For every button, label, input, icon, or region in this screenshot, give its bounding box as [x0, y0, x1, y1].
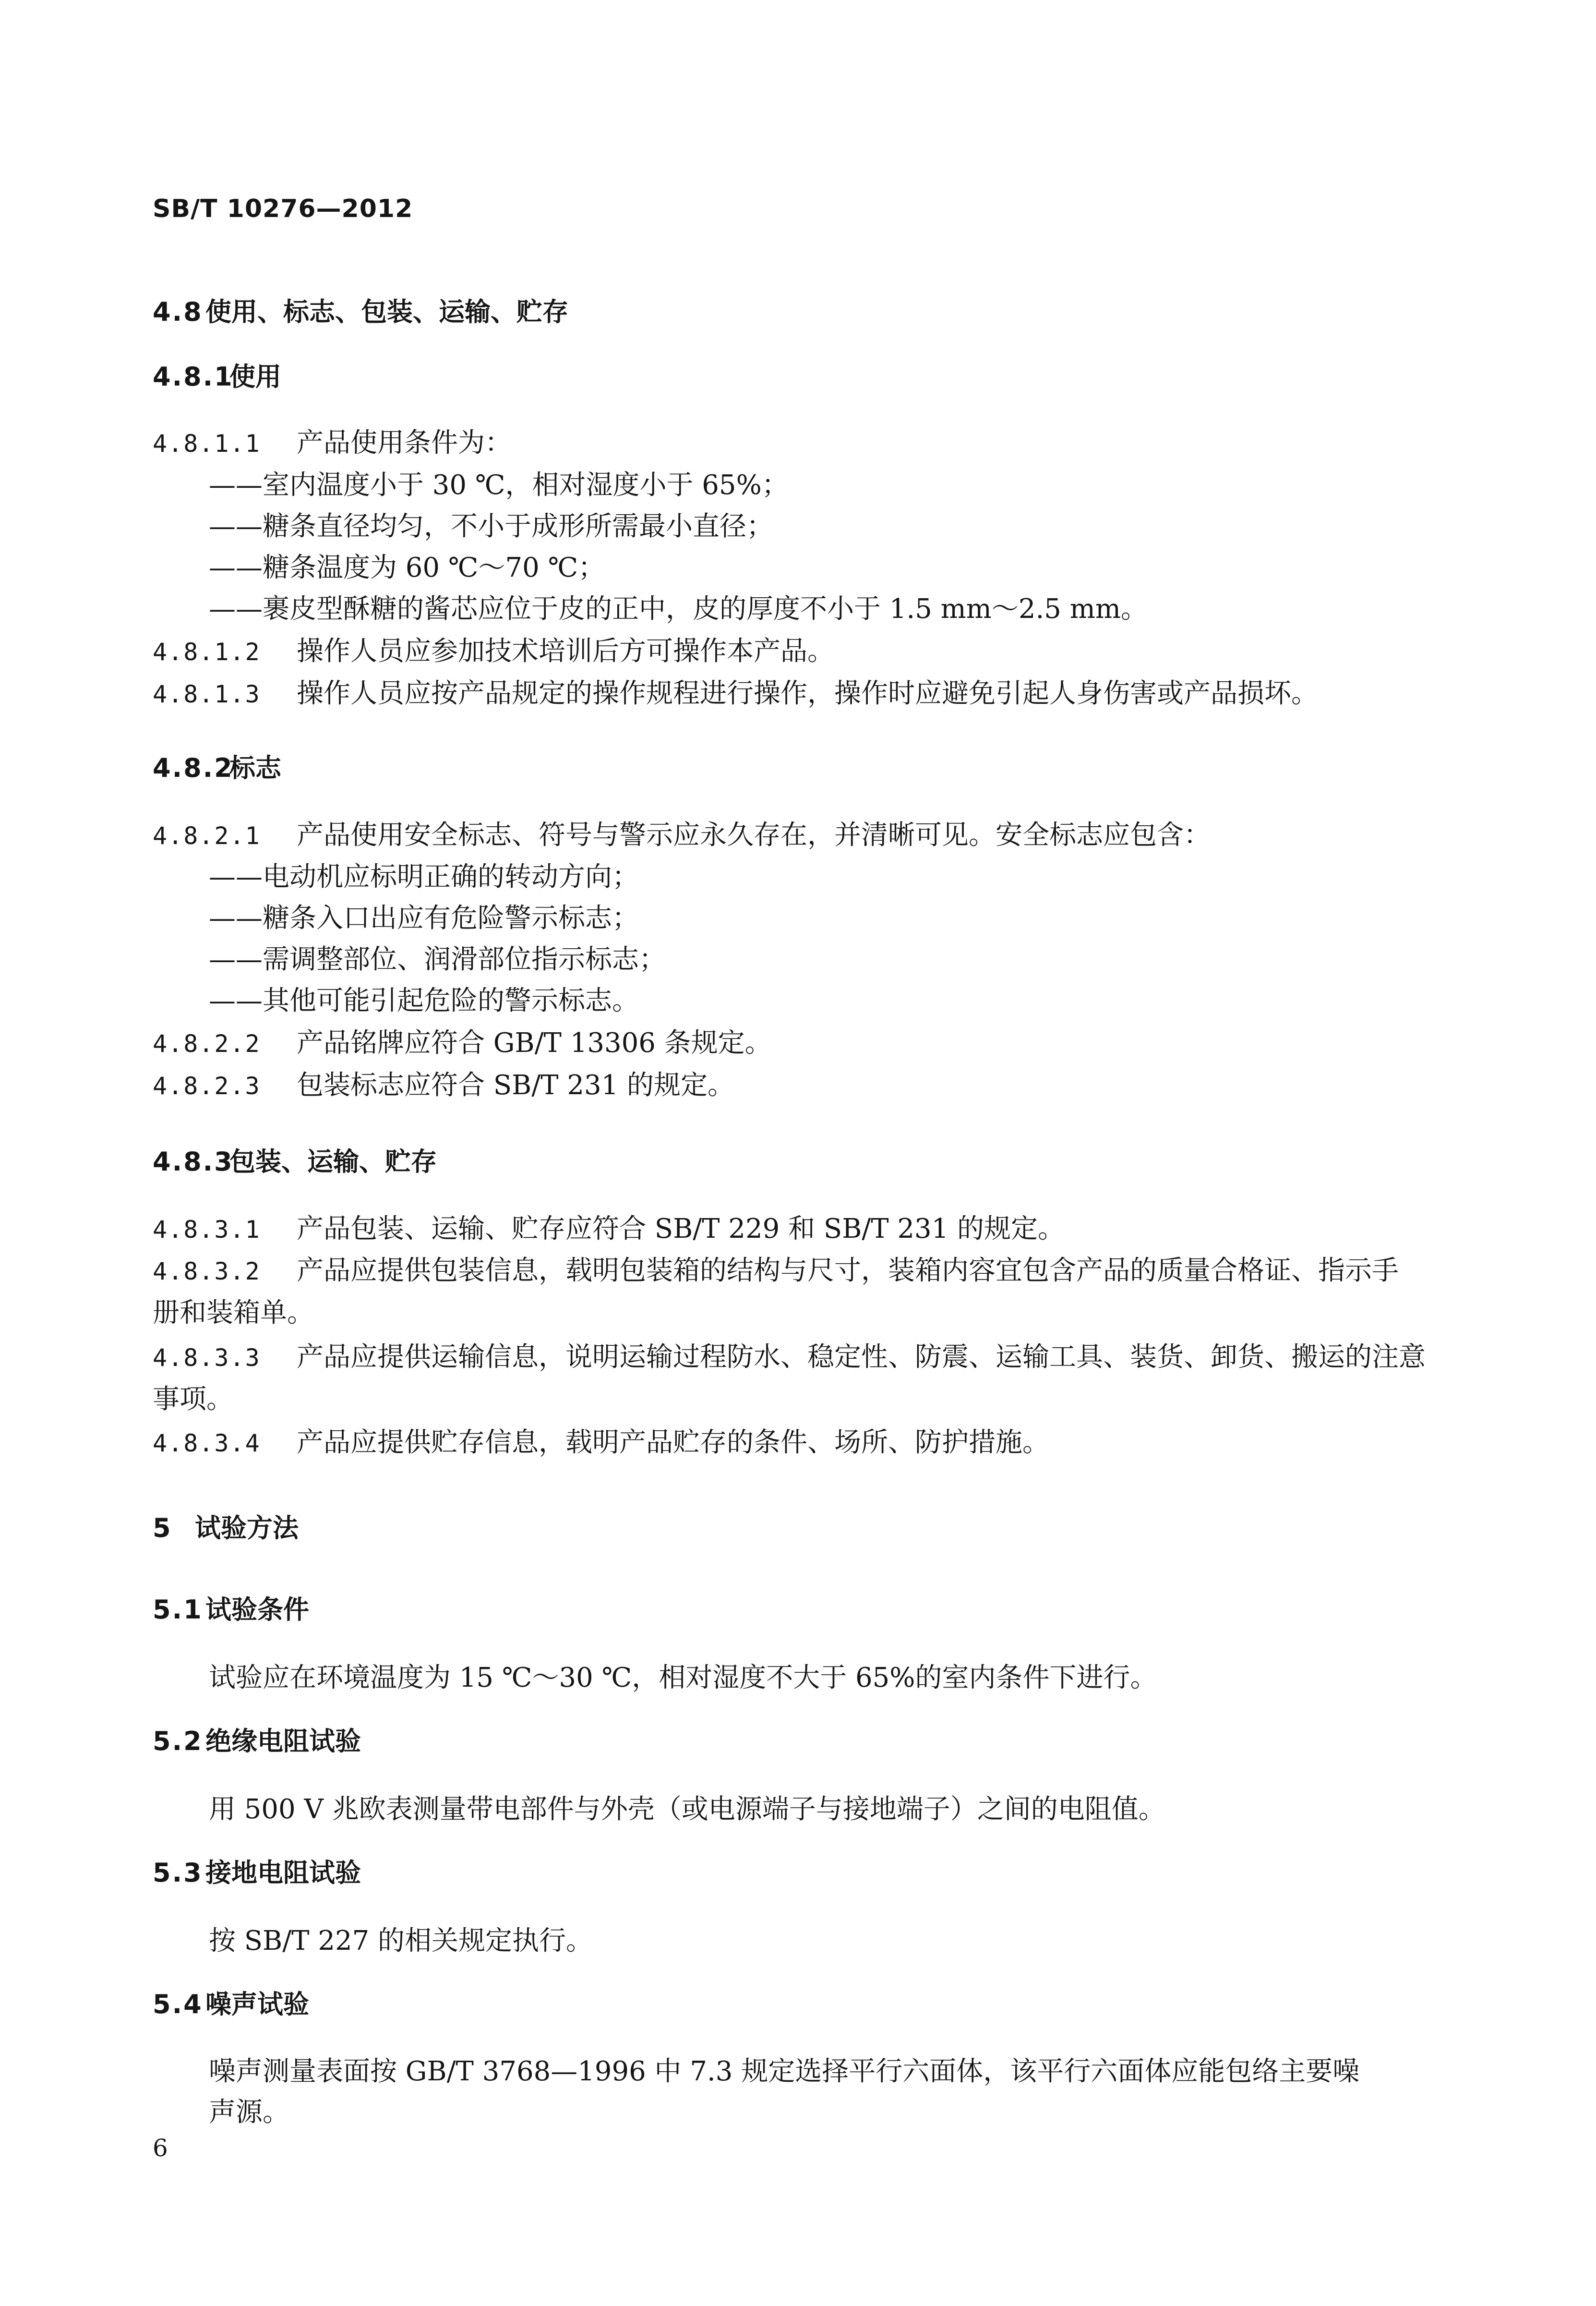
standard-number: SB/T 10276—2012	[153, 194, 413, 223]
section-5-3-text: 按 SB/T 227 的相关规定执行。	[209, 1925, 593, 1956]
clause-4-8-3-2: 4.8.3.2 产品应提供包装信息，载明包装箱的结构与尺寸，装箱内容宜包含产品的质量合格证、指示手	[153, 1255, 1399, 1286]
section-5-1-heading: 5.1试验条件	[153, 1594, 309, 1625]
page-number: 6	[153, 2134, 168, 2162]
section-5-2-text: 用 500 V 兆欧表测量带电部件与外壳（或电源端子与接地端子）之间的电阻值。	[209, 1794, 1165, 1825]
clause-4-8-3-4: 4.8.3.4 产品应提供贮存信息，载明产品贮存的条件、场所、防护措施。	[153, 1427, 1049, 1458]
list-item: ——糖条入口出应有危险警示标志；	[209, 903, 639, 934]
clause-4-8-2-3: 4.8.2.3 包装标志应符合 SB/T 231 的规定。	[153, 1070, 735, 1101]
clause-4-8-3-2-continued: 册和装箱单。	[153, 1297, 314, 1328]
section-5-3-heading: 5.3接地电阻试验	[153, 1858, 361, 1888]
section-5-1-text: 试验应在环境温度为 15 ℃～30 ℃，相对湿度不大于 65%的室内条件下进行。	[209, 1662, 1157, 1693]
section-4-8-2-heading: 4.8.2标志	[153, 753, 281, 783]
list-item: ——室内温度小于 30 ℃，相对湿度小于 65%；	[209, 470, 789, 501]
list-item: ——电动机应标明正确的转动方向；	[209, 861, 639, 893]
list-item: ——糖条直径均匀，不小于成形所需最小直径；	[209, 511, 773, 542]
section-5-heading: 5 试验方法	[153, 1513, 299, 1543]
section-4-8-1-heading: 4.8.1使用	[153, 362, 281, 392]
clause-4-8-1-2: 4.8.1.2 操作人员应参加技术培训后方可操作本产品。	[153, 636, 834, 667]
section-5-2-heading: 5.2绝缘电阻试验	[153, 1726, 361, 1756]
clause-4-8-3-3: 4.8.3.3 产品应提供运输信息，说明运输过程防水、稳定性、防震、运输工具、装货、卸货、搬运的注意	[153, 1341, 1426, 1373]
clause-4-8-1-3: 4.8.1.3 操作人员应按产品规定的操作规程进行操作，操作时应避免引起人身伤害或产品损坏。	[153, 678, 1318, 709]
list-item: ——需调整部位、润滑部位指示标志；	[209, 944, 666, 975]
list-item: ——其他可能引起危险的警示标志。	[209, 985, 639, 1016]
section-5-4-text-continued: 声源。	[209, 2097, 289, 2128]
section-5-4-text: 噪声测量表面按 GB/T 3768—1996 中 7.3 规定选择平行六面体，该平行六面体应能包络主要噪	[209, 2056, 1360, 2087]
clause-4-8-2-2: 4.8.2.2 产品铭牌应符合 GB/T 13306 条规定。	[153, 1027, 772, 1059]
list-item: ——裹皮型酥糖的酱芯应位于皮的正中，皮的厚度不小于 1.5 mm～2.5 mm。	[209, 593, 1148, 625]
section-4-8-heading: 4.8使用、标志、包装、运输、贮存	[153, 297, 568, 327]
section-5-4-heading: 5.4噪声试验	[153, 1989, 309, 2019]
section-4-8-3-heading: 4.8.3包装、运输、贮存	[153, 1147, 437, 1177]
clause-4-8-3-3-continued: 事项。	[153, 1384, 233, 1415]
list-item: ——糖条温度为 60 ℃～70 ℃；	[209, 552, 605, 583]
clause-4-8-2-1: 4.8.2.1 产品使用安全标志、符号与警示应永久存在，并清晰可见。安全标志应包含：	[153, 820, 1211, 851]
clause-4-8-3-1: 4.8.3.1 产品包装、运输、贮存应符合 SB/T 229 和 SB/T 231 的规定。	[153, 1213, 1065, 1244]
clause-4-8-1-1: 4.8.1.1 产品使用条件为：	[153, 427, 512, 459]
